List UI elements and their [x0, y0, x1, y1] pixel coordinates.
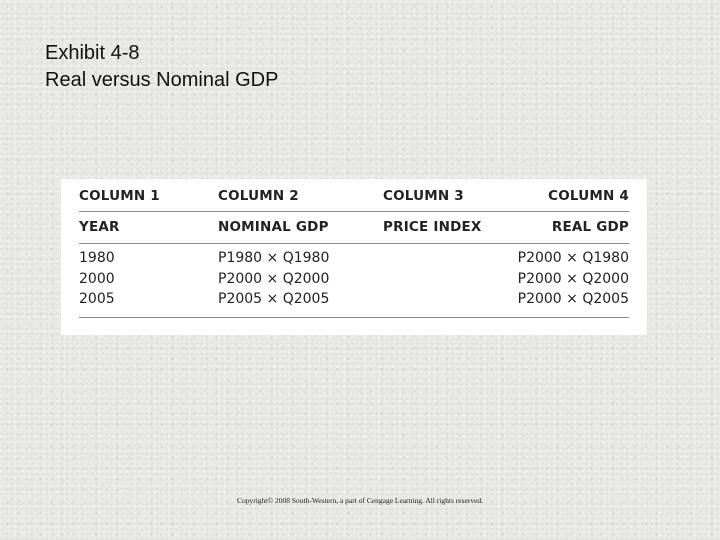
header-real-gdp: REAL GDP	[551, 219, 629, 235]
title-line-heading: Real versus Nominal GDP	[45, 69, 279, 91]
header-price-index: PRICE INDEX	[383, 219, 482, 235]
header-year: YEAR	[79, 219, 120, 235]
column-3-label: COLUMN 3	[383, 188, 464, 204]
cell-nominal-gdp: P2005 × Q2005	[218, 291, 330, 307]
cell-year: 1980	[79, 250, 115, 266]
cell-year: 2005	[79, 291, 115, 307]
cell-real-gdp: P2000 × Q2005	[517, 291, 629, 307]
column-2-label: COLUMN 2	[218, 188, 299, 204]
cell-year: 2000	[79, 271, 115, 287]
column-1-label: COLUMN 1	[79, 188, 160, 204]
body-divider	[79, 243, 629, 244]
table-bottom-rule	[79, 317, 629, 318]
slide-title	[45, 40, 278, 94]
header-divider	[79, 211, 629, 212]
exhibit-table	[61, 179, 647, 335]
cell-nominal-gdp: P1980 × Q1980	[218, 250, 330, 266]
header-nominal-gdp: NOMINAL GDP	[218, 219, 329, 235]
cell-real-gdp: P2000 × Q2000	[517, 271, 629, 287]
cell-real-gdp: P2000 × Q1980	[517, 250, 629, 266]
copyright-notice: Copyright© 2008 South-Western, a part of Cengage Learning. All rights reserved.	[236, 496, 484, 505]
cell-nominal-gdp: P2000 × Q2000	[218, 271, 330, 287]
column-4-label: COLUMN 4	[548, 188, 629, 204]
title-line-exhibit: Exhibit 4-8	[45, 42, 140, 64]
